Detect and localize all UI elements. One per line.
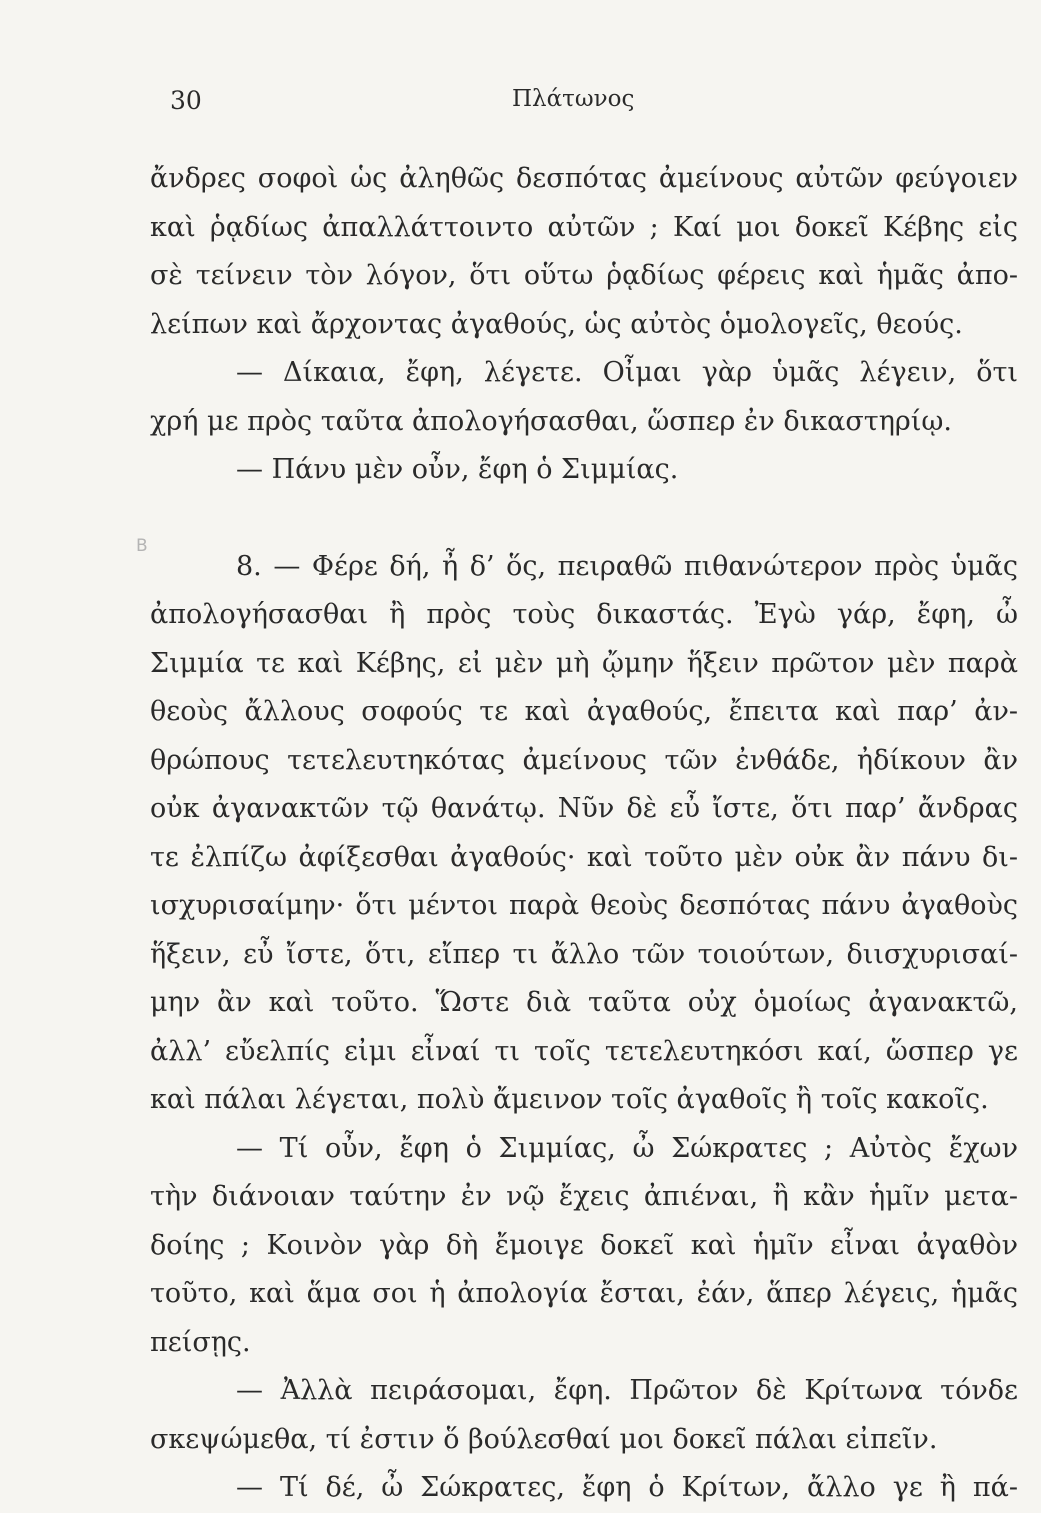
text-line: ισχυρισαίμην· ὅτι μέντοι παρὰ θεοὺς δεσπότας πάνυ ἀγαθοὺς [150,890,1018,921]
text-line: — Δίκαια, ἔφη, λέγετε. Οἶμαι γὰρ ὑμᾶς λέγειν, ὅτι [236,357,1018,388]
margin-mark: Β [136,536,148,556]
text-line: δοίης ; Κοινὸν γὰρ δὴ ἔμοιγε δοκεῖ καὶ ἡμῖν εἶναι ἀγαθὸν [150,1229,1018,1261]
text-line: καὶ ῥᾳδίως ἀπαλλάττοιντο αὐτῶν ; Καί μοι δοκεῖ Κέβης εἰς [150,211,1018,243]
page-number: 30 [170,86,202,115]
text-line: θεοὺς ἄλλους σοφούς τε καὶ ἀγαθούς, ἔπειτα καὶ παρ’ ἀν- [150,696,1018,727]
text-line: — Τί δέ, ὦ Σώκρατες, ἔφη ὁ Κρίτων, ἄλλο γε ἢ πά- [236,1472,1018,1503]
text-line: ἥξειν, εὖ ἴστε, ὅτι, εἴπερ τι ἄλλο τῶν τοιούτων, διισχυρισαί- [150,938,1018,970]
text-line: σκεψώμεθα, τί ἐστιν ὅ βούλεσθαί μοι δοκεῖ πάλαι εἰπεῖν. [150,1423,938,1455]
text-line: θρώπους τετελευτηκότας ἀμείνους τῶν ἐνθάδε, ἠδίκουν ἂν [150,744,1018,776]
text-line: λείπων καὶ ἄρχοντας ἀγαθούς, ὡς αὐτὸς ὁμολογεῖς, θεούς. [150,308,963,340]
section-start-line: 8. — Φέρε δή, ἦ δ’ ὅς, πειραθῶ πιθανώτερον πρὸς ὑμᾶς [236,550,1018,582]
running-head [0,86,1041,120]
text-line: τὴν διάνοιαν ταύτην ἐν νῷ ἔχεις ἀπιέναι, ἢ κἂν ἡμῖν μετα- [150,1181,1018,1212]
text-line: ἄνδρες σοφοὶ ὡς ἀληθῶς δεσπότας ἀμείνους αὐτῶν φεύγοιεν [150,163,1018,194]
text-line: καὶ πάλαι λέγεται, πολὺ ἄμεινον τοῖς ἀγαθοῖς ἢ τοῖς κακοῖς. [150,1084,989,1115]
text-line: τε ἐλπίζω ἀφίξεσθαι ἀγαθούς· καὶ τοῦτο μὲν οὐκ ἂν πάνυ δι- [150,841,1018,873]
text-line: ἀλλ’ εὔελπίς εἰμι εἶναί τι τοῖς τετελευτηκόσι καί, ὥσπερ γε [150,1035,1018,1067]
text-line: τοῦτο, καὶ ἅμα σοι ἡ ἀπολογία ἔσται, ἐάν, ἅπερ λέγεις, ἡμᾶς [150,1278,1018,1309]
text-line: σὲ τείνειν τὸν λόγον, ὅτι οὕτω ῥᾳδίως φέρεις καὶ ἡμᾶς ἀπο- [150,260,1018,291]
running-title: Πλάτωνος [512,86,635,112]
text-line: οὐκ ἀγανακτῶν τῷ θανάτῳ. Νῦν δὲ εὖ ἴστε, ὅτι παρ’ ἄνδρας [150,793,1018,824]
text-line: Σιμμία τε καὶ Κέβης, εἰ μὲν μὴ ᾤμην ἥξειν πρῶτον μὲν παρὰ [150,647,1018,679]
text-line: — Τί οὖν, ἔφη ὁ Σιμμίας, ὦ Σώκρατες ; Αὐτὸς ἔχων [236,1132,1018,1164]
text-line: — Πάνυ μὲν οὖν, ἔφη ὁ Σιμμίας. [236,454,679,485]
body-text [150,155,1018,1513]
text-line: ἀπολογήσασθαι ἢ πρὸς τοὺς δικαστάς. Ἐγὼ γάρ, ἔφη, ὦ [150,599,1018,630]
text-line: χρή με πρὸς ταῦτα ἀπολογήσασθαι, ὥσπερ ἐν δικαστηρίῳ. [150,405,952,437]
text-line: μην ἂν καὶ τοῦτο. Ὥστε διὰ ταῦτα οὐχ ὁμοίως ἀγανακτῶ, [150,987,1018,1018]
text-line: πείσῃς. [150,1326,251,1358]
text-line: — Ἀλλὰ πειράσομαι, ἔφη. Πρῶτον δὲ Κρίτωνα τόνδε [236,1375,1018,1406]
